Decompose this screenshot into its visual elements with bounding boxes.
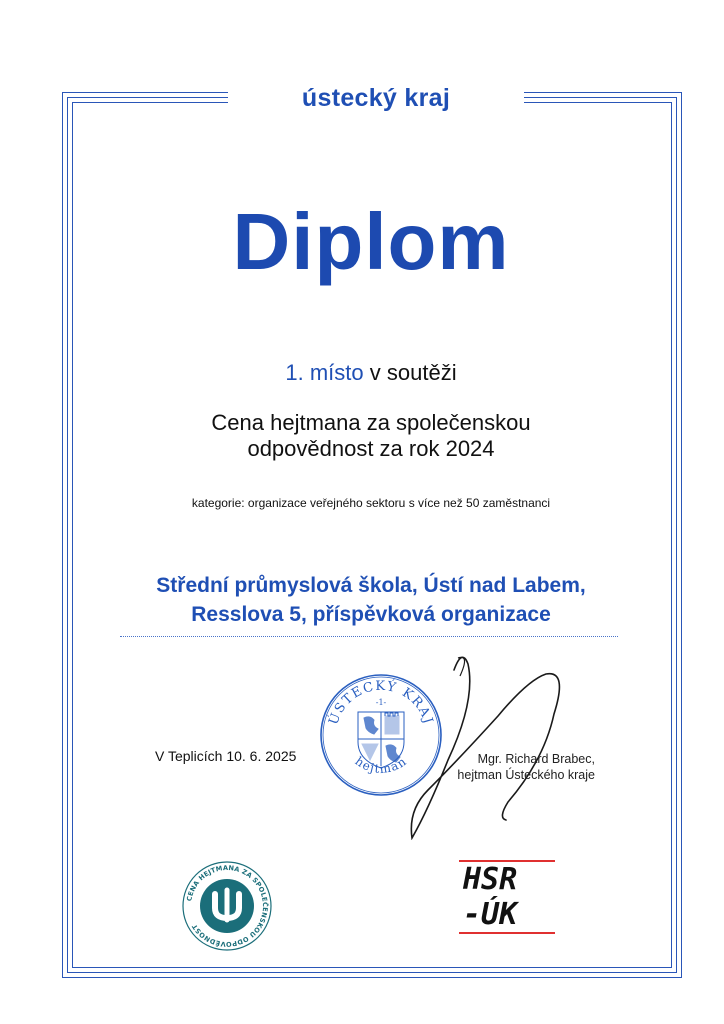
competition-line-2: odpovědnost za rok 2024 bbox=[247, 436, 495, 461]
competition-line-1: Cena hejtmana za společenskou bbox=[211, 410, 531, 435]
hsr-logo-line-2: -ÚK bbox=[463, 897, 518, 932]
winner-name bbox=[62, 571, 680, 629]
hsr-logo-line-1: HSR bbox=[463, 862, 518, 897]
stamp-top-text: ÚSTECKÝ KRAJ bbox=[326, 678, 436, 727]
handwritten-signature bbox=[398, 640, 588, 840]
signer-block bbox=[420, 751, 595, 783]
award-place-line bbox=[62, 360, 680, 386]
award-emblem-logo bbox=[181, 860, 273, 952]
winner-line-2: Resslova 5, příspěvková organizace bbox=[191, 603, 551, 626]
region-brand-logo: ústecký kraj bbox=[301, 84, 451, 112]
place-and-date: V Teplicích 10. 6. 2025 bbox=[155, 748, 297, 764]
hsr-bottom-rule bbox=[459, 932, 555, 934]
hsr-uk-logo bbox=[459, 860, 555, 934]
diploma-title: Diplom bbox=[232, 197, 510, 286]
dotted-divider bbox=[120, 636, 618, 637]
award-place: 1. místo bbox=[285, 360, 364, 385]
signer-role: hejtman Ústeckého kraje bbox=[457, 768, 595, 782]
award-place-suffix: v soutěži bbox=[369, 360, 457, 385]
stamp-mark: -1- bbox=[375, 698, 387, 707]
competition-name bbox=[62, 410, 680, 462]
winner-line-1: Střední průmyslová škola, Ústí nad Labem, bbox=[156, 574, 586, 597]
award-logo-ring-text: CENA HEJTMANA ZA SPOLEČENSKOU ODPOVĚDNOST bbox=[185, 863, 270, 949]
award-category: kategorie: organizace veřejného sektoru s více než 50 zaměstnanci bbox=[191, 496, 551, 510]
stamp-bottom-text: hejtman bbox=[352, 753, 410, 777]
signer-name: Mgr. Richard Brabec, bbox=[477, 752, 595, 766]
